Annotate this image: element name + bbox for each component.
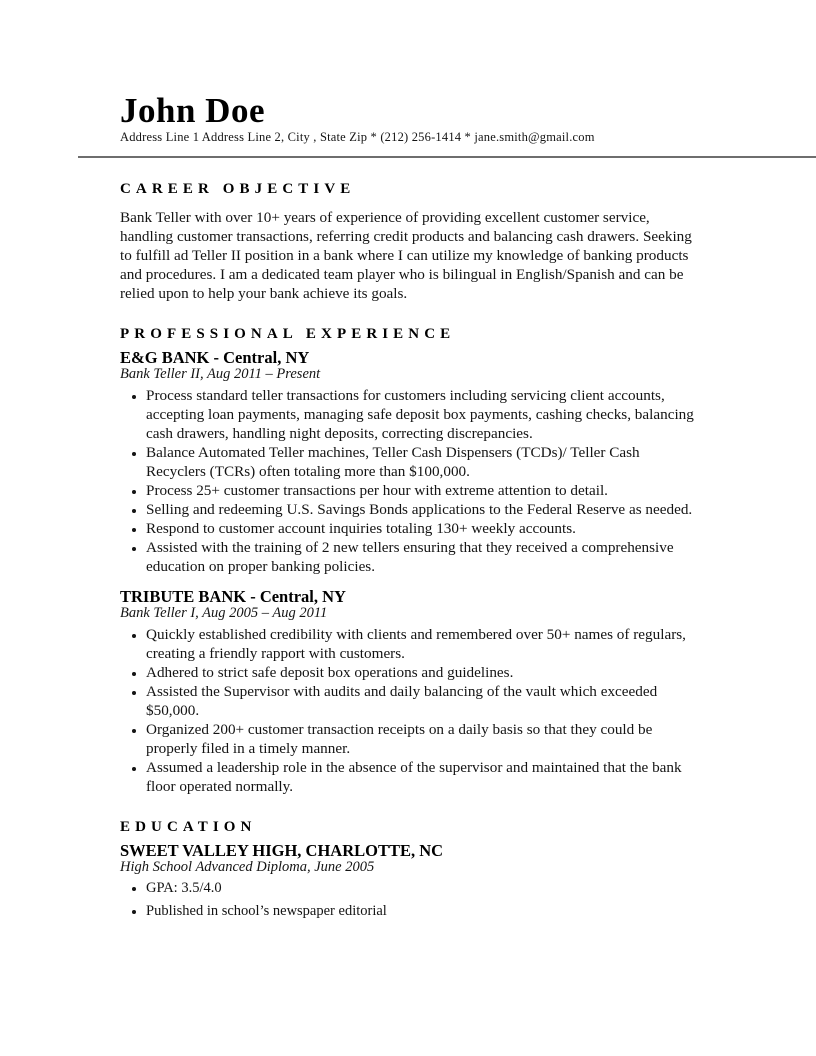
company-name: TRIBUTE BANK - Central, NY <box>120 587 346 606</box>
section-education <box>120 819 696 920</box>
job-bullet: • Process 25+ customer transactions per hour with extreme attention to detail. <box>146 481 696 500</box>
resume-header <box>120 93 696 145</box>
section-career-objective <box>120 181 696 303</box>
education-bullet-list <box>120 879 696 920</box>
job-bullet: • Process standard teller transactions for customers including servicing client accounts, accepting loan payments, managing safe deposit box payments, cashing checks, balancing cash drawers, handling night deposits, correcting discrepancies. <box>146 386 696 443</box>
job-title-dates: Bank Teller I, Aug 2005 – Aug 2011 <box>120 605 328 621</box>
job-title-dates: Bank Teller II, Aug 2011 – Present <box>120 366 321 382</box>
company-name: E&G BANK - Central, NY <box>120 348 310 367</box>
job-bullet: • Adhered to strict safe deposit box operations and guidelines. <box>146 663 696 682</box>
job-bullet: • Assisted the Supervisor with audits and daily balancing of the vault which exceeded $50,000. <box>146 682 696 720</box>
education-bullet: • Published in school’s newspaper editorial <box>146 902 696 920</box>
job-bullet-list <box>120 625 696 796</box>
job-bullet: • Quickly established credibility with clients and remembered over 50+ names of regulars, creating a friendly rapport with customers. <box>146 625 696 663</box>
education-heading: EDUCATION <box>120 819 257 835</box>
job-bullet: • Assisted with the training of 2 new tellers ensuring that they received a comprehensive education on proper banking policies. <box>146 538 696 576</box>
header-divider <box>78 156 816 158</box>
contact-line: Address Line 1 Address Line 2, City , State Zip * (212) 256-1414 * jane.smith@gmail.com <box>120 130 595 144</box>
professional-experience-heading: PROFESSIONAL EXPERIENCE <box>120 326 456 342</box>
job-entry-eg-bank <box>120 349 696 576</box>
job-bullet-list <box>120 386 696 576</box>
degree-dates: High School Advanced Diploma, June 2005 <box>120 859 375 875</box>
job-bullet: • Organized 200+ customer transaction receipts on a daily basis so that they could be properly filed in a timely manner. <box>146 720 696 758</box>
career-objective-heading: CAREER OBJECTIVE <box>120 181 356 197</box>
job-bullet: • Selling and redeeming U.S. Savings Bonds applications to the Federal Reserve as needed. <box>146 500 696 519</box>
section-professional-experience <box>120 326 696 796</box>
school-name: SWEET VALLEY HIGH, CHARLOTTE, NC <box>120 841 444 860</box>
job-bullet: • Balance Automated Teller machines, Teller Cash Dispensers (TCDs)/ Teller Cash Recyclers (TCRs) often totaling more than $100,000. <box>146 443 696 481</box>
job-entry-tribute-bank <box>120 588 696 796</box>
education-bullet: • GPA: 3.5/4.0 <box>146 879 696 897</box>
career-objective-text: Bank Teller with over 10+ years of experience of providing excellent customer service, handling customer transactions, referring credit products and balancing cash drawers. Seeking to fulfill ad Teller II position in a bank where I can utilize my knowledge of banking products and procedures. I am a dedicated team player who is bilingual in English/Spanish and can be relied upon to help your bank achieve its goals. <box>120 209 692 302</box>
candidate-name: John Doe <box>120 91 265 130</box>
job-bullet: • Assumed a leadership role in the absence of the supervisor and maintained that the bank floor operated normally. <box>146 758 696 796</box>
job-bullet: • Respond to customer account inquiries totaling 130+ weekly accounts. <box>146 519 696 538</box>
